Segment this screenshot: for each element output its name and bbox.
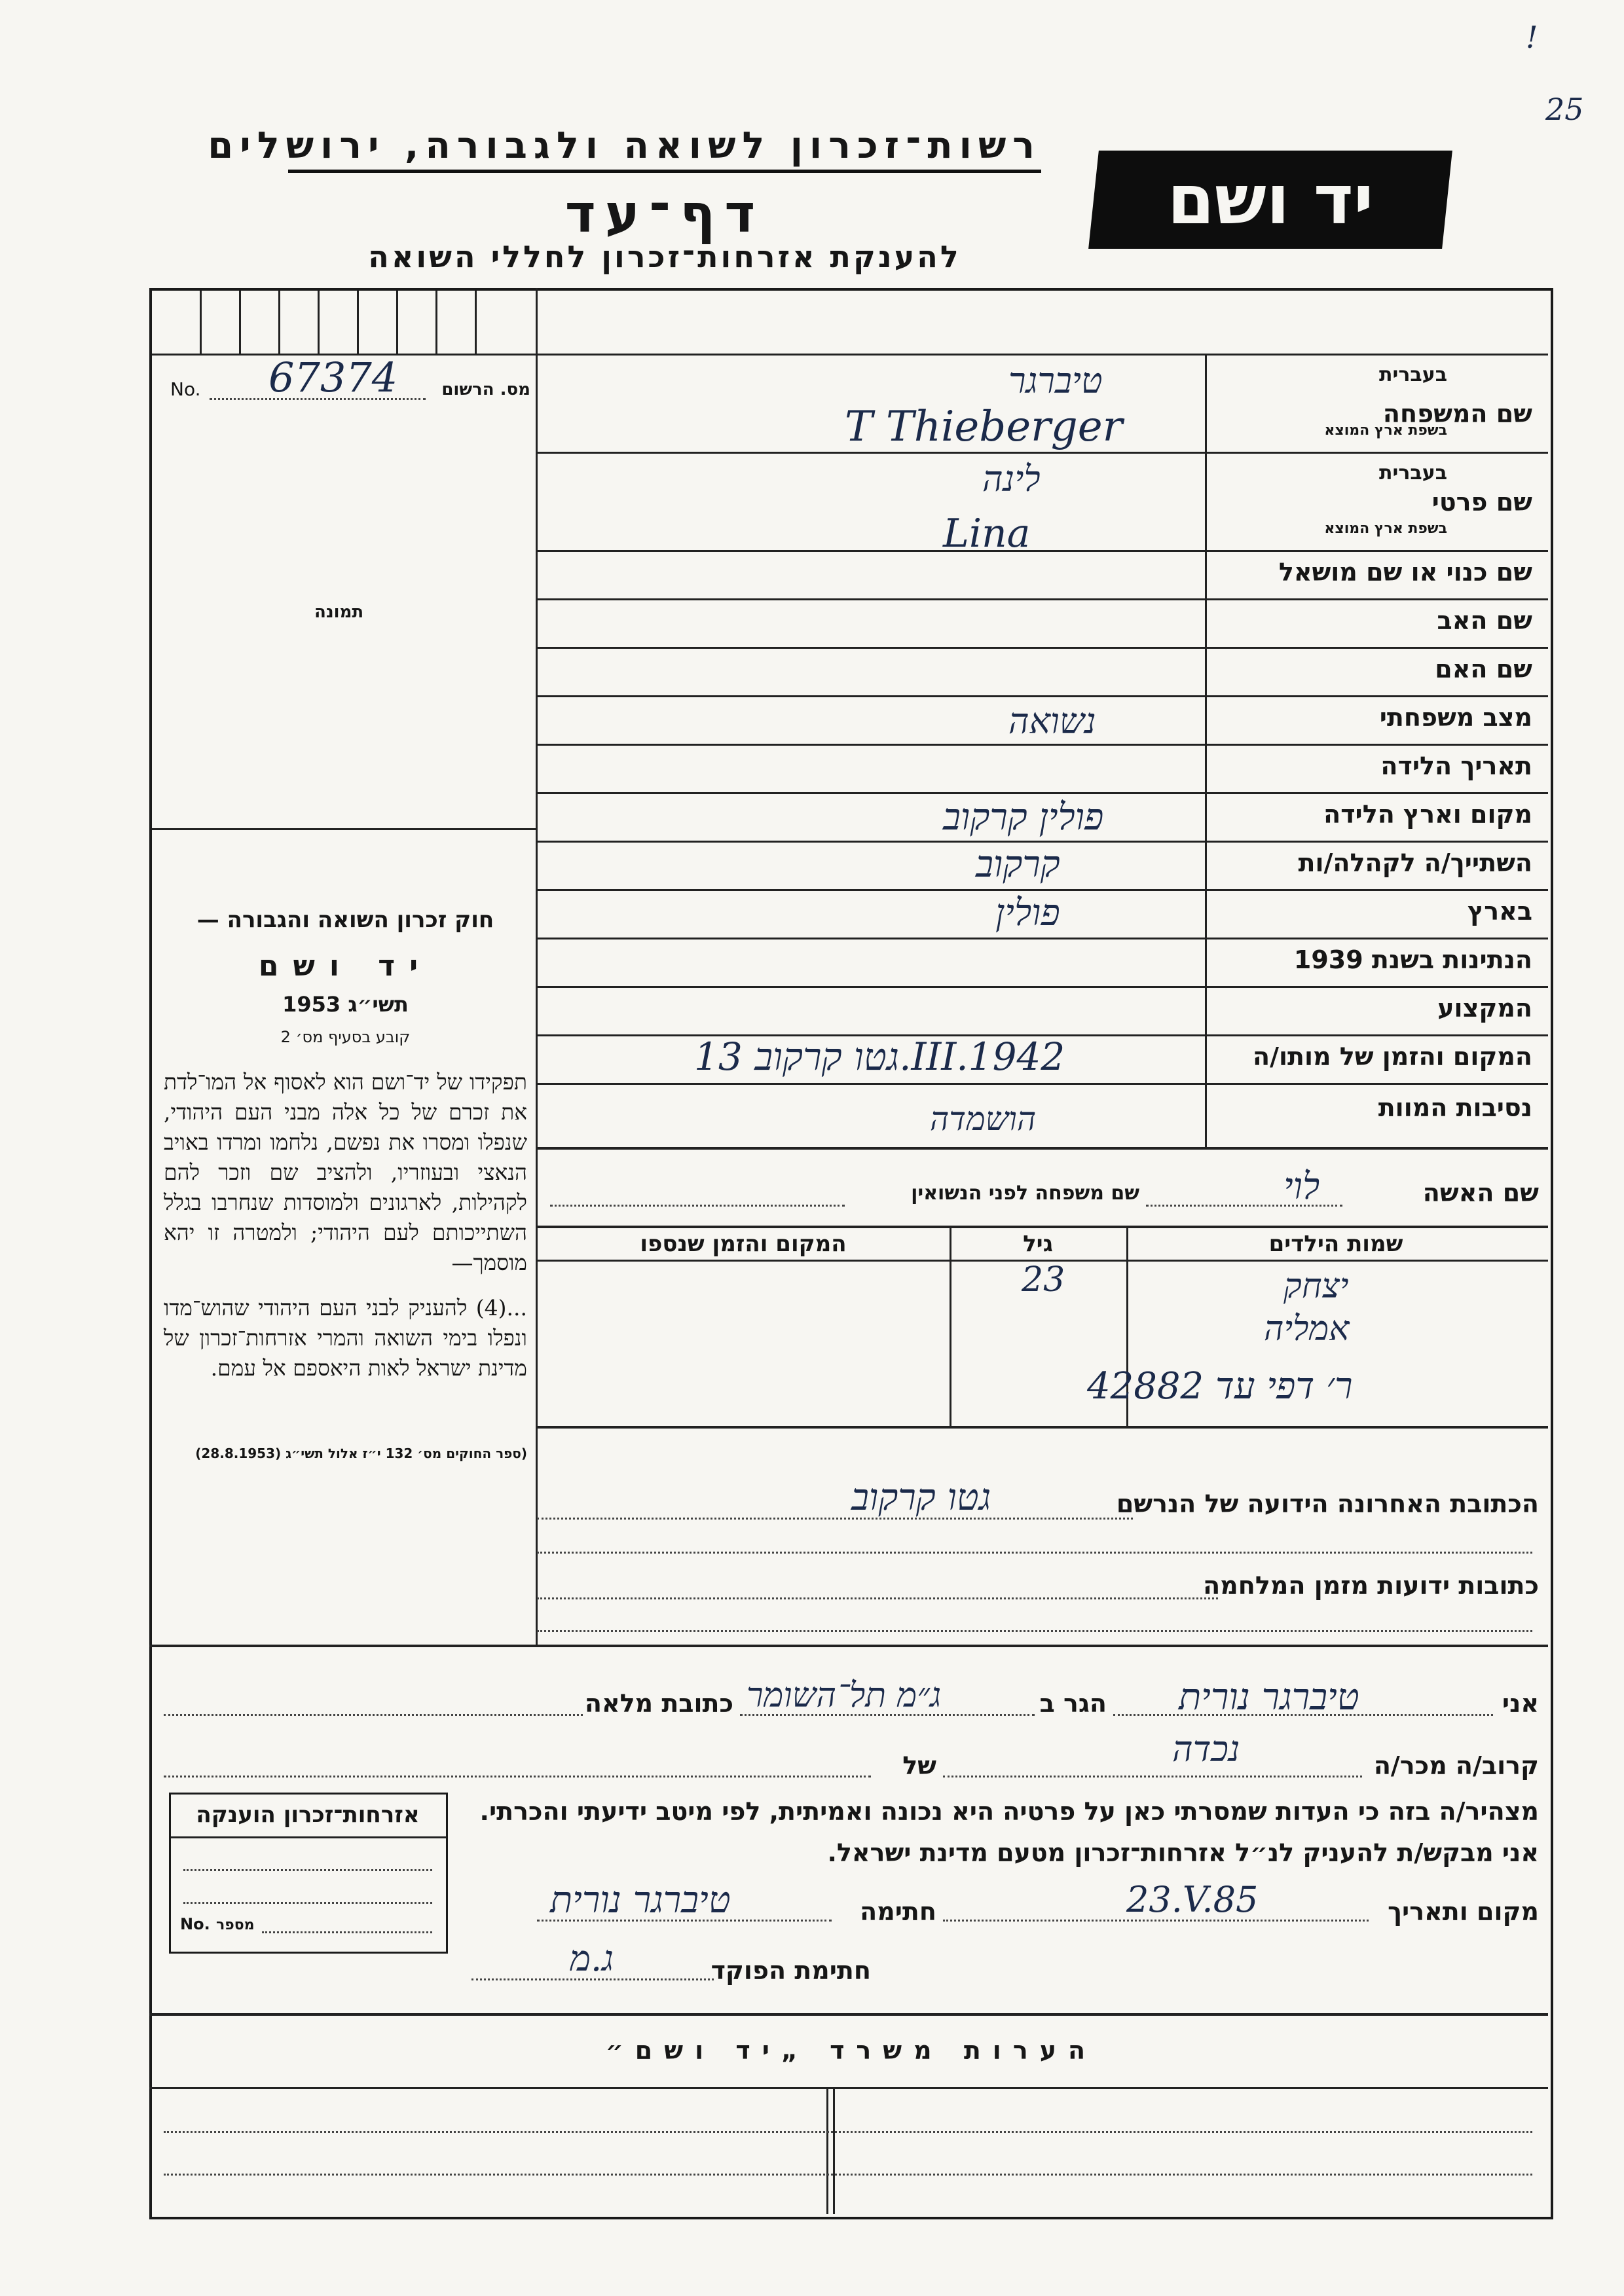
country-value[interactable]: פולין	[995, 892, 1060, 934]
granted-no-dots	[262, 1931, 432, 1933]
page-title: דף־עד	[564, 183, 765, 244]
full-address-label: כתובת מלאה	[584, 1689, 733, 1718]
cell-divider	[357, 291, 359, 354]
office-divider	[833, 2087, 835, 2214]
row-line	[536, 695, 1548, 697]
page-number: 25	[1545, 92, 1584, 127]
witness-name[interactable]: טיברגר נורית	[1179, 1676, 1359, 1719]
community-label: השתייך/ה לקהלה/ות	[1298, 848, 1532, 877]
war-address-dots	[537, 1597, 1218, 1599]
granted-box-dots	[183, 1902, 432, 1904]
cell-divider	[200, 291, 202, 354]
declaration-top-line	[149, 1645, 1548, 1647]
child-name[interactable]: יצחק	[1283, 1267, 1349, 1306]
officer-signature-value[interactable]: ג.מ	[570, 1938, 614, 1979]
family-name-sub-native: בשפת ארץ המוצא	[1324, 422, 1447, 439]
profession-label: המקצוע	[1437, 994, 1532, 1023]
war-address-label: כתובות ידועות מזמן המלחמה	[1203, 1571, 1539, 1600]
children-col-divider	[950, 1226, 951, 1426]
yad-vashem-logo	[1088, 151, 1452, 249]
death-place-value[interactable]: גטו קרקוב 13.III.1942	[694, 1034, 1065, 1079]
cell-divider	[435, 291, 437, 354]
row-line	[536, 841, 1548, 843]
photo-bottom-line	[152, 828, 536, 830]
children-header-age: גיל	[1023, 1231, 1053, 1257]
cell-divider	[475, 291, 477, 354]
row-line	[536, 792, 1548, 794]
family-name-sub-hebrew: בעברית	[1379, 363, 1447, 386]
address-dots	[537, 1552, 1532, 1554]
of-label: של	[902, 1751, 936, 1780]
nickname-label: שם כנוי או שם מושאל	[1278, 558, 1532, 587]
cell-divider	[239, 291, 241, 354]
place-date-value[interactable]: 23.V.85	[1126, 1879, 1259, 1920]
community-value[interactable]: קרקוב	[976, 843, 1060, 886]
maiden-dots	[550, 1205, 845, 1207]
children-header-place: המקום והזמן שנספו	[640, 1231, 847, 1257]
spouse-value[interactable]: לוי	[1283, 1165, 1320, 1208]
row-line	[536, 354, 1548, 355]
reg-no-value[interactable]: 67374	[268, 354, 398, 401]
reg-no-prefix: No.	[170, 378, 201, 400]
nationality-label: הנתינות בשנת 1939	[1293, 945, 1532, 974]
logo-text: יד ושם	[1167, 160, 1374, 240]
ani-label: אני	[1502, 1689, 1539, 1718]
row-line	[536, 744, 1548, 746]
row-line	[536, 938, 1548, 939]
full-address-dots	[164, 1714, 583, 1716]
marital-status-label: מצב משפחתי	[1379, 703, 1532, 732]
row-line	[536, 598, 1548, 600]
address-dots	[537, 1630, 1532, 1632]
office-dots	[164, 2174, 1532, 2176]
of-dots	[164, 1776, 871, 1777]
birth-date-label: תאריך הלידה	[1380, 752, 1532, 780]
row-line	[536, 1083, 1548, 1085]
law-text: תפקידו של יד־ושם הוא לאסוף אל המו־לדת את זכרם של כל אלה מבני העם היהודי, שנפלו ומסרו את נפשם, נלחמו ומרדו באויב הנאצי ובעוזריו, ולהציב שם וזכר להם לקהילות, לארגונים ולמוסדות שנחרבו בגלל השתייכותם לעם היהודי; ולמטרה זו יהא מוסמך—	[164, 1069, 527, 1275]
relative-label: קרוב/ה מכר/ה	[1373, 1751, 1539, 1780]
law-year: תשי״ג 1953	[282, 992, 409, 1017]
birth-place-value[interactable]: פולין קרקוב	[943, 796, 1104, 839]
page-subtitle: להענקת אזרחות־זכרון לחללי השואה	[368, 239, 961, 274]
birth-place-label: מקום וארץ הלידה	[1323, 800, 1532, 829]
children-table-top	[536, 1226, 1548, 1228]
relative-dots	[943, 1776, 1362, 1777]
family-name-native[interactable]: T Thieberger	[845, 403, 1123, 451]
mother-name-label: שם האם	[1435, 655, 1532, 683]
granted-box-title: אזרחות־זכרון הוענקה	[196, 1802, 420, 1828]
left-panel-divider	[536, 288, 538, 1645]
cell-divider	[318, 291, 320, 354]
law-ref: קובע בסעיף מס׳ 2	[280, 1028, 411, 1046]
first-name-label: שם פרטי	[1431, 488, 1532, 517]
children-note[interactable]: ר׳ דפי עד 42882	[1087, 1365, 1353, 1408]
signature-label: חתימה	[860, 1897, 936, 1926]
granted-no-label: מספר	[216, 1917, 255, 1933]
granted-box-line	[171, 1836, 446, 1838]
residing-value[interactable]: ג״מ תל־השומר	[747, 1676, 942, 1715]
law-source: (ספר החוקים מס׳ 132 י״ז אלול תשי״ג (28.8.1953)	[195, 1446, 527, 1461]
last-address-label: הכתובת האחרונה הידועה של הנרשם	[1116, 1489, 1539, 1518]
spouse-label: שם האשה	[1422, 1178, 1539, 1207]
country-label: בארץ	[1467, 897, 1532, 926]
row-line	[536, 550, 1548, 552]
office-divider	[826, 2087, 828, 2214]
row-line	[536, 452, 1548, 454]
reg-label: מס. הרשום	[441, 380, 530, 399]
statement-text: מצהיר/ה בזה כי העדות שמסרתי כאן על פרטיה היא נכונה ואמיתית, לפי מיטב ידיעתי והכרתי.	[479, 1797, 1539, 1826]
signature-value[interactable]: טיברגר נורית	[550, 1879, 731, 1922]
granted-no-prefix: No.	[180, 1915, 210, 1933]
granted-box-dots	[183, 1869, 432, 1871]
cell-divider	[278, 291, 280, 354]
request-text: אני מבקש/ת להעניק לנ״ל אזרחות־זכרון מטעם מדינת ישראל.	[827, 1838, 1539, 1867]
authority-title: רשות־זכרון לשואה ולגבורה, ירושלים	[288, 124, 1041, 173]
death-circumstances-label: נסיבות המוות	[1378, 1093, 1532, 1122]
officer-signature-label: חתימת הפוקד	[710, 1956, 871, 1985]
office-top-line	[149, 2013, 1548, 2016]
office-line	[149, 2087, 1548, 2089]
law-name: יד ושם	[258, 949, 433, 983]
maiden-name-label: שם משפחה לפני הנשואין	[911, 1182, 1139, 1205]
last-address-value[interactable]: גטו קרקוב	[851, 1476, 991, 1519]
law-title: חוק זכרון השואה והגבורה —	[196, 907, 494, 933]
father-name-label: שם האב	[1437, 606, 1532, 635]
death-place-label: המקום והזמן של מותו/ה	[1252, 1042, 1532, 1071]
first-name-sub-hebrew: בעברית	[1379, 462, 1447, 484]
residing-label: הגר ב	[1039, 1689, 1107, 1718]
first-name-hebrew[interactable]: לינה	[982, 458, 1041, 500]
family-name-hebrew[interactable]: טיברגר	[1008, 360, 1103, 401]
child-age[interactable]: 23	[1022, 1260, 1065, 1300]
last-address-dots	[537, 1518, 1133, 1520]
first-name-sub-native: בשפת ארץ המוצא	[1324, 520, 1447, 537]
section-line	[536, 1147, 1548, 1150]
office-remarks-title: הערות משרד „יד ושם״	[605, 2036, 1098, 2065]
label-column-divider	[1205, 354, 1207, 1147]
row-line	[536, 647, 1548, 649]
cell-divider	[396, 291, 398, 354]
law-clause: ...(4) להעניק לבני העם היהודי שהוש־מדו ונפלו בימי השואה והמרי אזרחות־זכרון של מדינת ישראל לאות היאספם אל עמם.	[164, 1295, 527, 1381]
family-name-label: שם המשפחה	[1382, 399, 1532, 428]
children-table-bottom	[536, 1426, 1548, 1429]
death-circumstances-value[interactable]: הושמדה	[930, 1100, 1037, 1138]
office-dots	[164, 2131, 1532, 2133]
child-name[interactable]: אמליה	[1264, 1309, 1350, 1349]
children-header-names: שמות הילדים	[1268, 1231, 1403, 1257]
first-name-native[interactable]: Lina	[943, 511, 1031, 556]
place-date-label: מקום ותאריך	[1388, 1897, 1539, 1926]
row-line	[536, 986, 1548, 988]
row-line	[536, 889, 1548, 891]
photo-label: תמונה	[314, 602, 364, 622]
marital-status-value[interactable]: נשואה	[1008, 701, 1096, 742]
relative-value[interactable]: נכדה	[1172, 1728, 1240, 1770]
corner-mark: !	[1526, 20, 1538, 55]
